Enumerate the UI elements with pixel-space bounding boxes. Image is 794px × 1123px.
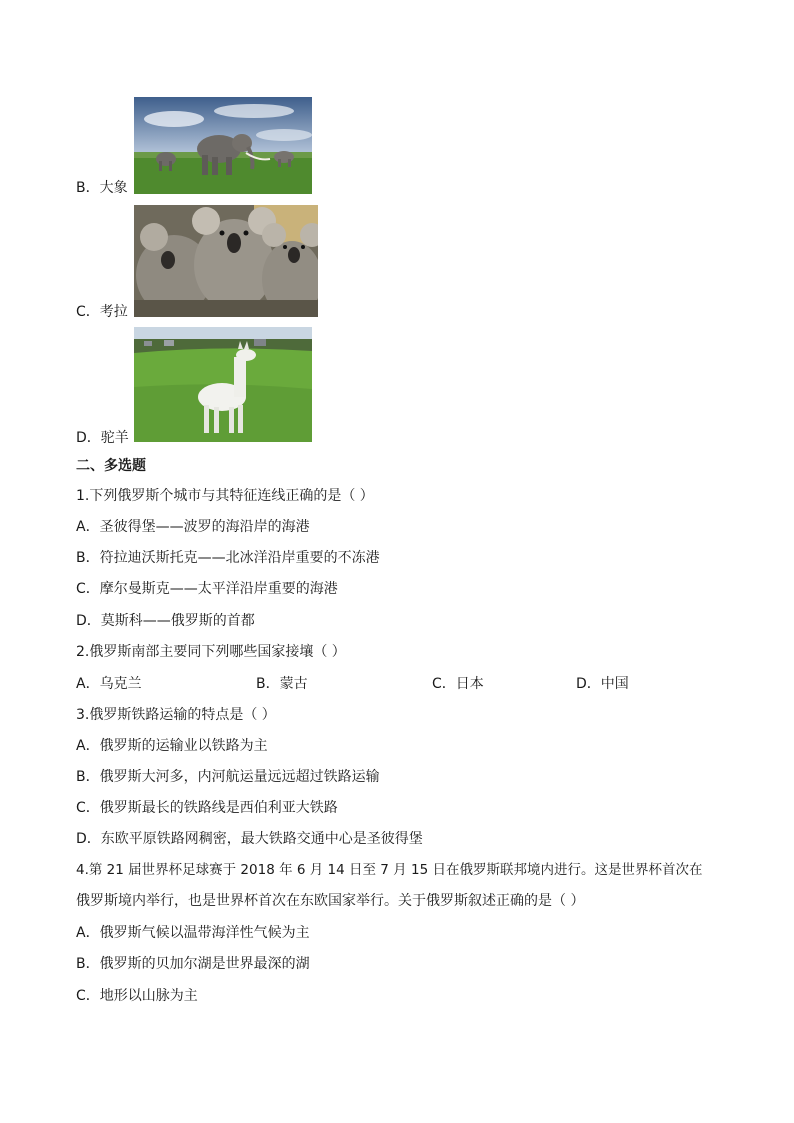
elephant-photo bbox=[134, 97, 312, 194]
q4-option-a: A．俄罗斯气候以温带海洋性气候为主 bbox=[76, 925, 310, 941]
option-b-elephant: B．大象 bbox=[76, 180, 128, 196]
q4-option-b: B．俄罗斯的贝加尔湖是世界最深的湖 bbox=[76, 956, 310, 972]
q2-option-b: B．蒙古 bbox=[256, 676, 308, 692]
q2-stem: 2.俄罗斯南部主要同下列哪些国家接壤（ ） bbox=[76, 644, 346, 660]
q1-option-b: B．符拉迪沃斯托克——北冰洋沿岸重要的不冻港 bbox=[76, 550, 380, 566]
q3-option-a: A．俄罗斯的运输业以铁路为主 bbox=[76, 738, 268, 754]
q2-option-d: D．中国 bbox=[576, 676, 629, 692]
q1-option-a: A．圣彼得堡——波罗的海沿岸的海港 bbox=[76, 519, 310, 535]
q2-option-c: C．日本 bbox=[432, 676, 484, 692]
q1-option-c: C．摩尔曼斯克——太平洋沿岸重要的海港 bbox=[76, 581, 338, 597]
q4-option-c: C．地形以山脉为主 bbox=[76, 988, 198, 1004]
q3-option-b: B．俄罗斯大河多，内河航运量远远超过铁路运输 bbox=[76, 769, 380, 785]
q3-option-c: C．俄罗斯最长的铁路线是西伯利亚大铁路 bbox=[76, 800, 338, 816]
section-title: 二、多选题 bbox=[76, 458, 146, 474]
q3-option-d: D．东欧平原铁路网稠密，最大铁路交通中心是圣彼得堡 bbox=[76, 831, 423, 847]
q1-option-d: D．莫斯科——俄罗斯的首都 bbox=[76, 613, 255, 629]
q1-stem: 1.下列俄罗斯个城市与其特征连线正确的是（ ） bbox=[76, 488, 374, 504]
option-c-koala: C．考拉 bbox=[76, 304, 128, 320]
q4-stem-line2: 俄罗斯境内举行，也是世界杯首次在东欧国家举行。关于俄罗斯叙述正确的是（ ） bbox=[76, 893, 585, 909]
q4-stem-line1: 4.第 21 届世界杯足球赛于 2018 年 6 月 14 日至 7 月 15 日在俄罗斯联邦境内进行。这是世界杯首次在 bbox=[76, 862, 703, 878]
q3-stem: 3.俄罗斯铁路运输的特点是（ ） bbox=[76, 707, 276, 723]
llama-photo bbox=[134, 327, 312, 442]
option-d-llama: D．驼羊 bbox=[76, 430, 129, 446]
koala-photo bbox=[134, 205, 318, 317]
q2-option-a: A．乌克兰 bbox=[76, 676, 142, 692]
